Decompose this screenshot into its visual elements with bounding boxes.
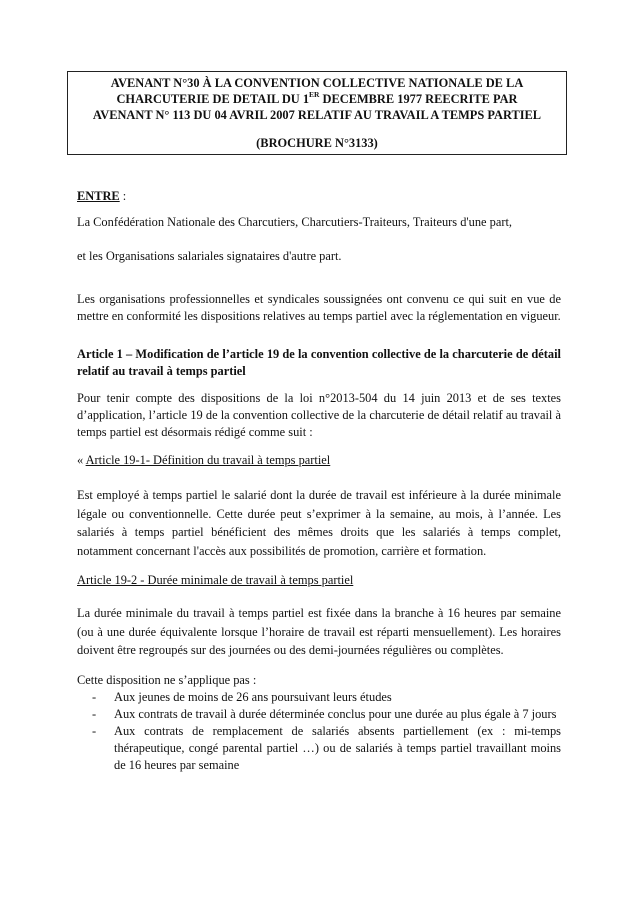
entre-label: ENTRE xyxy=(77,189,120,203)
exception-text: Aux contrats de travail à durée déterminée conclus pour une durée au plus égale à 7 jours xyxy=(114,707,557,721)
article-1-title: Article 1 – Modification de l’article 19 de la convention collective de la charcuterie de détail relatif au travail à temps partiel xyxy=(77,347,561,378)
exceptions-list xyxy=(77,689,561,774)
entre-heading xyxy=(77,188,561,205)
article-19-2-heading xyxy=(77,572,561,589)
exception-item xyxy=(77,689,561,706)
title-line-2 xyxy=(68,91,566,107)
brochure-number: (BROCHURE N°3133) xyxy=(256,136,378,150)
list-dash: - xyxy=(92,707,97,721)
title-line-2-start: CHARCUTERIE DE DETAIL DU 1 xyxy=(116,92,310,106)
article-19-2-body: La durée minimale du travail à temps partiel est fixée dans la branche à 16 heures par semaine (ou à une durée équivalente lorsque l’horaire de travail est réparti mensuellement). Les horaires doivent être regroupés sur des journées ou des demi-journées régulières ou complètes. xyxy=(77,606,561,657)
title-box xyxy=(67,71,567,155)
article-19-1-body: Est employé à temps partiel le salarié dont la durée de travail est inférieure à la durée minimale légale ou conventionnelle. Cette durée peut s’exprimer à la semaine, au mois, à l’année. Les salariés à temps partiel bénéficient des mêmes droits que les salariés à temps complet, notamment concernant l'accès aux possibilités de promotion, carrière et formation. xyxy=(77,488,561,558)
exception-text: Aux jeunes de moins de 26 ans poursuivant leurs études xyxy=(114,690,392,704)
article-1-intro: Pour tenir compte des dispositions de la loi n°2013-504 du 14 juin 2013 et de ses textes d’application, l’article 19 de la convention collective de la charcuterie de détail relatif au travail à temps partiel est désormais rédigé comme suit : xyxy=(77,391,561,439)
entre-colon: : xyxy=(119,189,127,203)
title-line-2-end: DECEMBRE 1977 REECRITE PAR xyxy=(319,92,518,106)
article-19-1-heading xyxy=(77,452,561,469)
exceptions-intro: Cette disposition ne s’applique pas : xyxy=(77,673,257,687)
list-dash: - xyxy=(92,690,97,704)
title-line-1: AVENANT N°30 À LA CONVENTION COLLECTIVE NATIONALE DE LA xyxy=(110,76,524,90)
exception-item xyxy=(77,723,561,774)
title-superscript: ER xyxy=(309,89,320,99)
article-19-2-title: Article 19-2 - Durée minimale de travail à temps partiel xyxy=(77,573,354,587)
party-employers: La Confédération Nationale des Charcutiers, Charcutiers-Traiteurs, Traiteurs d'une part, xyxy=(77,215,512,229)
title-line-3: AVENANT N° 113 DU 04 AVRIL 2007 RELATIF AU TRAVAIL A TEMPS PARTIEL xyxy=(92,108,542,122)
exception-text: Aux contrats de remplacement de salariés absents partiellement (ex : mi-temps thérapeutique, congé parental partiel …) ou de salariés à temps partiel travaillant moins de 16 heures par semaine xyxy=(114,724,561,772)
exception-item xyxy=(77,706,561,723)
preamble-paragraph: Les organisations professionnelles et syndicales soussignées ont convenu ce qui suit en vue de mettre en conformité les dispositions relatives au temps partiel avec la réglementation en vigueur. xyxy=(77,292,561,323)
party-unions: et les Organisations salariales signataires d'autre part. xyxy=(77,249,342,263)
article-19-1-title: Article 19-1- Définition du travail à temps partiel xyxy=(85,453,331,467)
list-dash: - xyxy=(92,724,97,738)
quote-open: « xyxy=(77,453,86,467)
